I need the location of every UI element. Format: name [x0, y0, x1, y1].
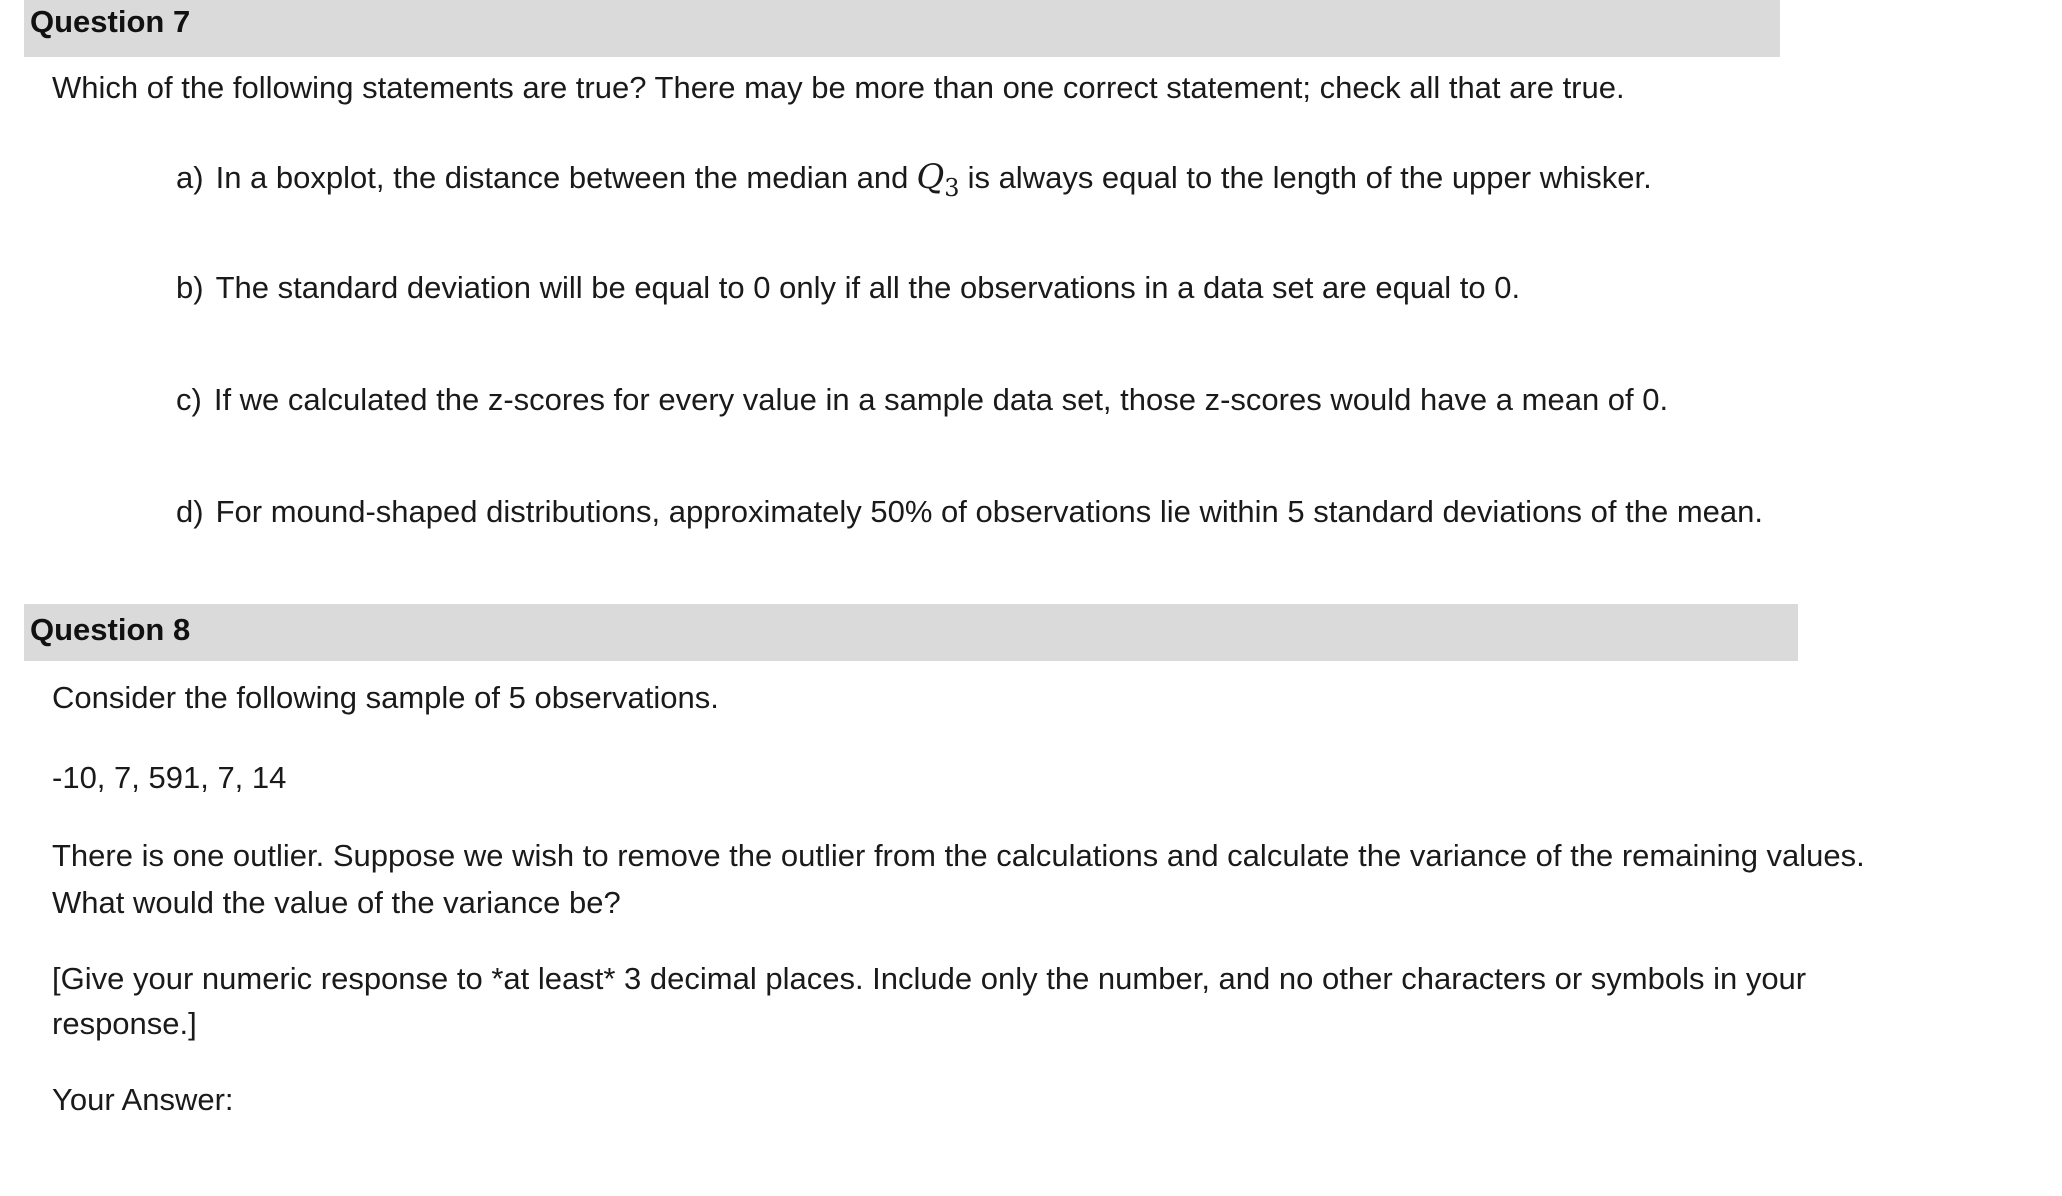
option-c-text: If we calculated the z-scores for every value in a sample data set, those z-scores would have a mean of 0.	[213, 382, 1669, 417]
question-7-title: Question 7	[30, 4, 191, 39]
question-8-sample: -10, 7, 591, 7, 14	[52, 760, 287, 795]
option-d-letter: d)	[176, 494, 204, 529]
question-8-instruction-line-1: [Give your numeric response to *at least* 3 decimal places. Include only the number, and no other characters or symbols in your	[52, 961, 1807, 996]
option-c[interactable]	[176, 378, 1668, 422]
answer-row	[52, 1078, 572, 1122]
option-a-text-before: In a boxplot, the distance between the median and	[215, 160, 909, 195]
option-b-text: The standard deviation will be equal to 0 only if all the observations in a data set are equal to 0.	[215, 270, 1521, 305]
option-a-text-after: is always equal to the length of the upper whisker.	[967, 160, 1652, 195]
question-7-prompt: Which of the following statements are true? There may be more than one correct statement; check all that are true.	[52, 70, 1625, 105]
answer-label: Your Answer:	[52, 1082, 234, 1117]
question-8-instruction-line-2: response.]	[52, 1006, 197, 1041]
option-b[interactable]	[176, 266, 1520, 310]
question-8-question-line-2: What would the value of the variance be?	[52, 885, 621, 920]
question-8-header	[24, 604, 1798, 661]
answer-input[interactable]	[248, 1080, 572, 1120]
question-8-title: Question 8	[30, 612, 191, 647]
option-c-letter: c)	[176, 382, 202, 417]
option-a[interactable]	[176, 155, 1652, 210]
option-d[interactable]	[176, 490, 1763, 534]
q3-math-symbol: $Q_3$	[916, 157, 960, 202]
question-8-intro: Consider the following sample of 5 observations.	[52, 680, 719, 715]
option-d-text: For mound-shaped distributions, approximately 50% of observations lie within 5 standard deviations of the mean.	[215, 494, 1763, 529]
option-a-letter: a)	[176, 160, 204, 195]
question-7-header	[24, 0, 1780, 57]
question-8-question-line-1: There is one outlier. Suppose we wish to remove the outlier from the calculations and calculate the variance of the remaining values.	[52, 838, 1865, 873]
option-b-letter: b)	[176, 270, 204, 305]
